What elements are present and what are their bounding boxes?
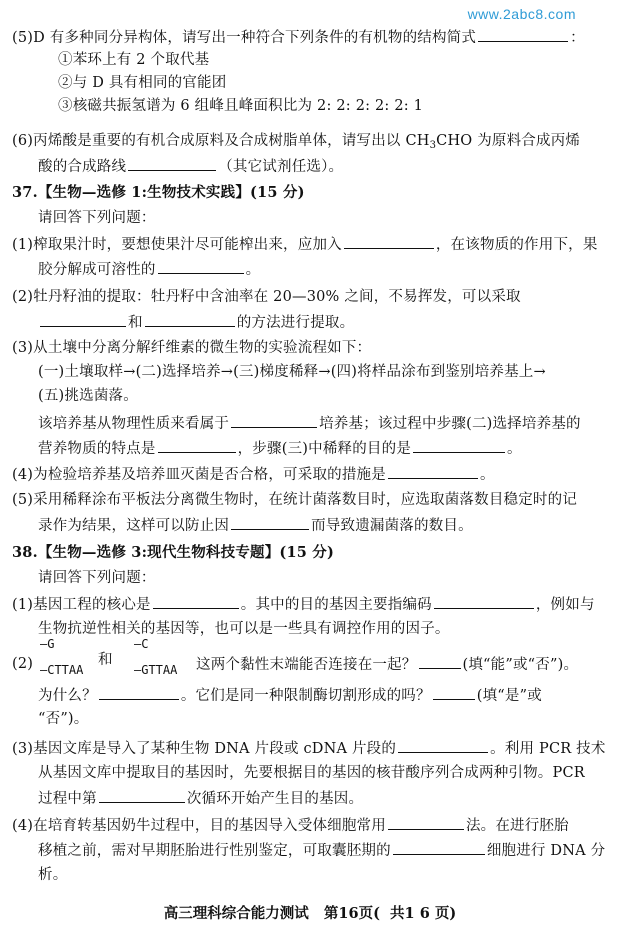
q37-3-flow-cont	[38, 386, 138, 406]
text-segment: (填“能”或“否”)。	[462, 657, 579, 673]
q38-heading	[12, 543, 334, 563]
answer-blank[interactable]	[99, 788, 185, 803]
q38-4-line	[12, 815, 569, 836]
q37-5-line	[12, 490, 577, 510]
q37-1-line	[12, 234, 598, 255]
answer-blank[interactable]	[158, 438, 236, 453]
text-segment: 过程中第	[38, 791, 97, 807]
text-segment: 请回答下列问题：	[38, 210, 156, 226]
sticky-end-right-bottom: —GTTAA	[134, 663, 178, 677]
page-footer: 高三理科综合能力测试 第16页( 共1 6 页)	[163, 905, 457, 922]
condition-3	[58, 96, 423, 116]
answer-blank[interactable]	[344, 234, 434, 249]
answer-blank[interactable]	[413, 438, 505, 453]
text-segment: 胶分解成可溶性的	[38, 262, 156, 278]
text-segment: 次循环开始产生目的基因。	[186, 791, 364, 807]
text-segment: (3)基因文库是导入了某种生物 DNA 片段或 cDNA 片段的	[12, 741, 397, 757]
q37-3-medium	[38, 413, 581, 434]
q38-3-cont2	[38, 788, 363, 809]
text-segment: 。其中的目的基因主要指编码	[240, 597, 432, 613]
q6-route-line	[38, 156, 343, 177]
text-segment: 3	[429, 140, 437, 151]
q37-2-cont	[38, 312, 354, 333]
condition-1	[58, 50, 209, 70]
q37-prompt	[38, 208, 156, 228]
text-segment: 法。在进行胚胎	[465, 818, 569, 834]
text-segment: 移植之前，需对早期胚胎进行性别鉴定，可取囊胚期的	[38, 843, 391, 859]
text-segment: 该培养基从物理性质来看属于	[38, 416, 230, 432]
answer-blank[interactable]	[40, 312, 126, 327]
answer-blank[interactable]	[231, 413, 317, 428]
text-segment: 录作为结果，这样可以防止因	[38, 518, 230, 534]
q38-3-cont	[38, 763, 585, 783]
answer-blank[interactable]	[434, 594, 534, 609]
text-segment: 的方法进行提取。	[236, 315, 355, 331]
text-segment: (4)为检验培养基及培养皿灭菌是否合格，可采取的措施是	[12, 467, 386, 483]
q38-4-cont	[38, 840, 605, 861]
sticky-end-left-top: —G	[40, 637, 55, 651]
answer-blank[interactable]	[128, 156, 216, 171]
text-segment: 细胞进行 DNA 分	[486, 843, 606, 859]
text-segment: ，步骤(三)中稀释的目的是	[237, 441, 412, 457]
text-segment: 营养物质的特点是	[38, 441, 156, 457]
text-segment: 培养基；该过程中步骤(二)选择培养基的	[319, 416, 581, 432]
text-segment: （其它试剂任选）。	[218, 159, 344, 175]
text-segment: ①苯环上有 2 个取代基	[58, 52, 210, 68]
q38-1-line	[12, 594, 595, 615]
text-segment: 和	[128, 315, 143, 331]
text-segment: 生物抗逆性相关的基因等，也可以是一些具有调控作用的因子。	[38, 621, 450, 637]
text-segment: ②与 D 具有相同的官能团	[58, 75, 227, 91]
text-segment: 。它们是同一种限制酶切割形成的吗？	[180, 688, 431, 704]
answer-blank[interactable]	[99, 685, 179, 700]
answer-blank[interactable]	[433, 685, 475, 700]
text-segment: 38.【生物—选修 3:现代生物科技专题】(15 分)	[12, 544, 335, 561]
text-segment: 为什么？	[38, 688, 97, 704]
q38-2-why-cont	[38, 709, 88, 729]
text-segment: (1)榨取果汁时，要想使果汁尽可能榨出来，应加入	[12, 237, 342, 253]
answer-blank[interactable]	[388, 815, 464, 830]
text-segment: (5)D 有多种同分异构体，请写出一种符合下列条件的有机物的结构简式	[12, 30, 477, 46]
q5-structure-line	[12, 27, 585, 48]
q37-5-cont	[38, 515, 473, 536]
q38-1-cont	[38, 619, 450, 639]
text-segment: ，在该物质的作用下，果	[435, 237, 598, 253]
q37-3-line	[12, 338, 371, 358]
q38-prompt	[38, 568, 156, 588]
q37-2-line	[12, 287, 521, 307]
text-segment: (五)挑选菌落。	[38, 388, 138, 404]
text-segment: ③核磁共振氢谱为 6 组峰且峰面积比为 2: 2: 2: 2: 2: 1	[58, 98, 424, 114]
text-segment: 。	[507, 441, 522, 457]
q37-heading	[12, 183, 305, 203]
q37-3-medium-cont	[38, 438, 522, 459]
q38-2-why	[38, 685, 542, 706]
text-segment: 和	[98, 652, 113, 668]
q38-2-question	[196, 654, 578, 675]
text-segment: (一)土壤取样→(二)选择培养→(三)梯度稀释→(四)将样品涂布到鉴别培养基上→	[38, 364, 546, 380]
text-segment: (6)丙烯酸是重要的有机合成原料及合成树脂单体，请写出以 CH	[12, 133, 430, 149]
text-segment: CHO 为原料合成丙烯	[436, 133, 581, 149]
q37-1-cont	[38, 259, 260, 280]
q37-3-flow	[38, 362, 546, 382]
sticky-end-left-bottom: —CTTAA	[40, 663, 84, 677]
answer-blank[interactable]	[398, 738, 488, 753]
text-segment: (2)牡丹籽油的提取：牡丹籽中含油率在 20—30% 之间，不易挥发，可以采取	[12, 289, 521, 305]
answer-blank[interactable]	[231, 515, 309, 530]
text-segment: 。	[479, 467, 495, 483]
text-segment: 。	[245, 262, 261, 278]
q38-3-line	[12, 738, 606, 759]
text-segment: (4)在培育转基因奶牛过程中，目的基因导入受体细胞常用	[12, 818, 386, 834]
q38-2-label	[12, 654, 33, 674]
sticky-end-right-top: —C	[134, 637, 149, 651]
text-segment: (1)基因工程的核心是	[12, 597, 151, 613]
q38-4-cont2	[38, 865, 67, 885]
text-segment: 从基因文库中提取目的基因时，先要根据目的基因的核苷酸序列合成两种引物。PCR	[38, 765, 585, 781]
answer-blank[interactable]	[419, 654, 461, 669]
q6-acrylic-acid-line	[12, 131, 580, 156]
text-segment: 而导致遗漏菌落的数目。	[311, 518, 473, 534]
answer-blank[interactable]	[478, 27, 568, 42]
text-segment: 37.【生物—选修 1:生物技术实践】(15 分)	[12, 184, 305, 201]
conjunction-and	[98, 650, 113, 670]
answer-blank[interactable]	[393, 840, 485, 855]
q37-4-line	[12, 464, 495, 485]
text-segment: 酸的合成路线	[38, 159, 127, 175]
text-segment: “否”)。	[38, 711, 89, 727]
text-segment: (3)从土壤中分离分解纤维素的微生物的实验流程如下：	[12, 340, 372, 356]
text-segment: ，例如与	[535, 597, 595, 613]
answer-blank[interactable]	[145, 312, 235, 327]
text-segment: (2)	[12, 656, 34, 672]
answer-blank[interactable]	[158, 259, 244, 274]
text-segment: 请回答下列问题：	[38, 570, 156, 586]
text-segment: 析。	[38, 867, 68, 883]
text-segment: (填“是”或	[476, 688, 542, 704]
answer-blank[interactable]	[388, 464, 478, 479]
text-segment: (5)采用稀释涂布平板法分离微生物时，在统计菌落数目时，应选取菌落数目稳定时的记	[12, 492, 578, 508]
watermark: www.2abc8.com	[467, 6, 576, 22]
answer-blank[interactable]	[153, 594, 239, 609]
text-segment: 。利用 PCR 技术	[490, 741, 606, 757]
text-segment: ：	[570, 30, 585, 46]
condition-2	[58, 73, 226, 93]
text-segment: 这两个黏性末端能否连接在一起？	[196, 657, 417, 673]
